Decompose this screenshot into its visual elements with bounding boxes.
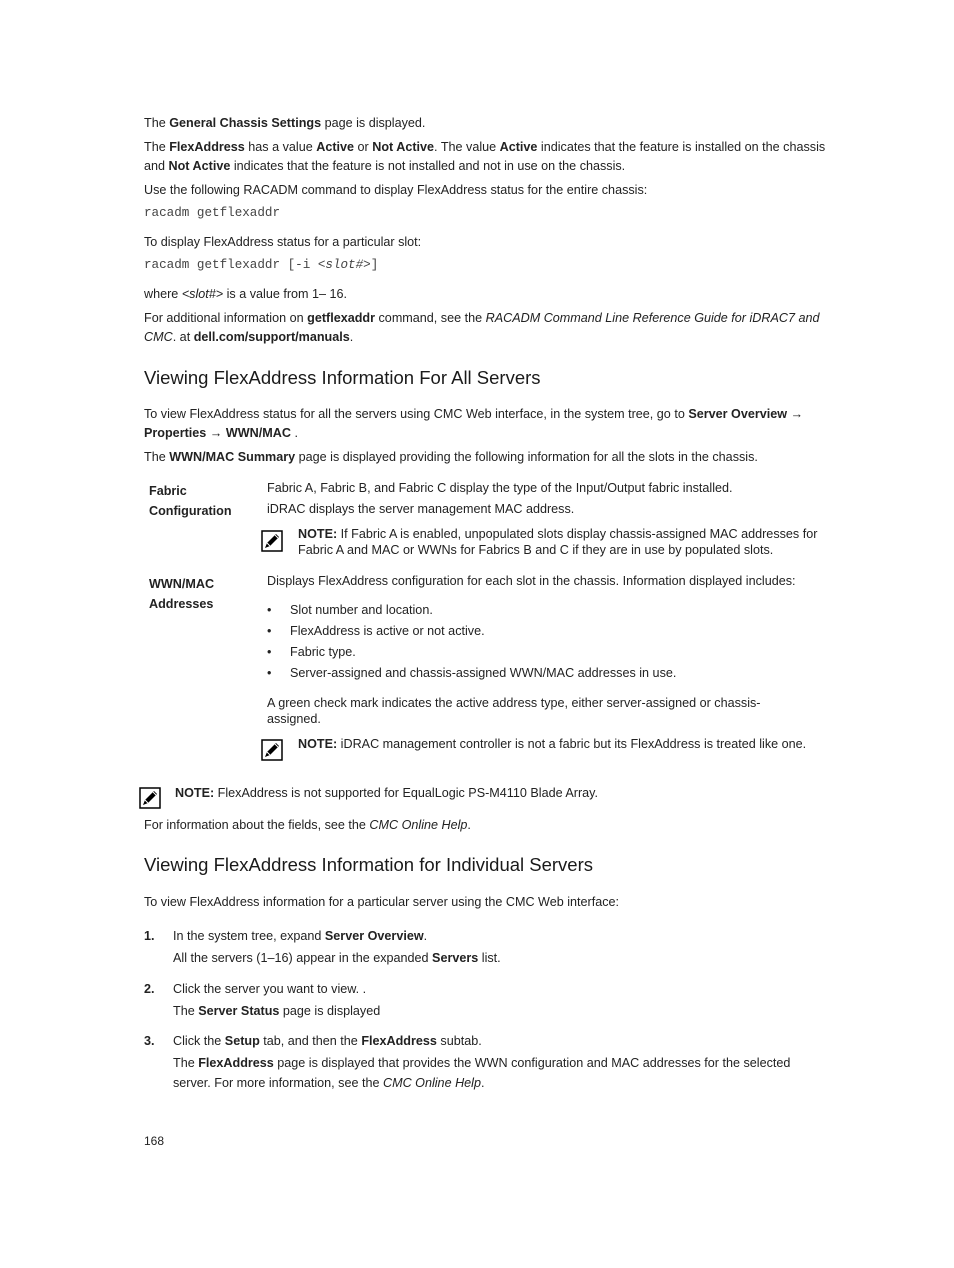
pencil-note-icon: [139, 787, 161, 809]
code-getflexaddr-slot: racadm getflexaddr [-i <slot#>]: [144, 258, 379, 272]
check-mark-line2: assigned.: [267, 712, 321, 726]
paragraph-view-all-status-line2: Properties → WWN/MAC .: [144, 426, 298, 440]
note-fabric-a-line1: NOTE: If Fabric A is enabled, unpopulated slots display chassis-assigned MAC addresses for: [298, 527, 818, 541]
list-item: Fabric type.: [290, 645, 356, 659]
page-number: 168: [144, 1134, 165, 1148]
wwn-mac-intro: Displays FlexAddress configuration for each slot in the chassis. Information displayed includes:: [267, 574, 796, 588]
paragraph-flexaddress-value-line2: and Not Active indicates that the feature is not installed and not in use on the chassis.: [144, 159, 626, 173]
fabric-config-line1: Fabric A, Fabric B, and Fabric C display the type of the Input/Output fabric installed.: [267, 481, 733, 495]
step-3-text: Click the Setup tab, and then the FlexAddress subtab.: [173, 1034, 482, 1048]
step-1-sub: All the servers (1–16) appear in the expanded Servers list.: [173, 951, 501, 965]
step-2-text: Click the server you want to view. .: [173, 982, 367, 996]
paragraph-additional-info-line2: CMC. at dell.com/support/manuals.: [144, 330, 354, 344]
paragraph-slot-range: where <slot#> is a value from 1– 16.: [144, 287, 348, 301]
check-mark-line1: A green check mark indicates the active address type, either server-assigned or chassis-: [267, 696, 761, 710]
bullet: •: [267, 666, 272, 680]
pencil-note-icon: [261, 530, 283, 552]
note-idrac: NOTE: iDRAC management controller is not a fabric but its FlexAddress is treated like one.: [298, 737, 807, 751]
note-equallogic: NOTE: FlexAddress is not supported for EqualLogic PS-M4110 Blade Array.: [175, 786, 599, 800]
paragraph-wwn-summary: The WWN/MAC Summary page is displayed providing the following information for all the slots in the chassis.: [144, 450, 758, 464]
table-label-fabric-configuration: Fabric Configuration: [149, 484, 232, 518]
heading-all-servers: Viewing FlexAddress Information For All Servers: [144, 367, 541, 388]
code-getflexaddr: racadm getflexaddr: [144, 206, 281, 220]
table-label-wwn-mac: WWN/MAC Addresses: [149, 577, 215, 611]
heading-individual-servers: Viewing FlexAddress Information for Individual Servers: [144, 854, 594, 875]
step-2-sub: The Server Status page is displayed: [173, 1004, 381, 1018]
step-3-sub-line2: server. For more information, see the CMC Online Help.: [173, 1076, 485, 1090]
pencil-note-icon: [261, 739, 283, 761]
fabric-config-line2: iDRAC displays the server management MAC address.: [267, 502, 575, 516]
bullet: •: [267, 624, 272, 638]
paragraph-view-individual: To view FlexAddress information for a particular server using the CMC Web interface:: [144, 895, 620, 909]
paragraph-fields-info: For information about the fields, see the CMC Online Help.: [144, 818, 471, 832]
paragraph-racadm-intro: Use the following RACADM command to display FlexAddress status for the entire chassis:: [144, 183, 648, 197]
list-item: FlexAddress is active or not active.: [290, 624, 485, 638]
paragraph-additional-info: For additional information on getflexaddr command, see the RACADM Command Line Reference Guide for iDRAC7 and: [144, 311, 820, 325]
note-fabric-a-line2: Fabric A and MAC or WWNs for Fabrics B and C if they are in use by populated slots.: [298, 543, 774, 557]
paragraph-general-chassis: The General Chassis Settings page is displayed.: [144, 116, 426, 130]
link-dell-manuals[interactable]: dell.com/support/manuals: [193, 330, 350, 344]
paragraph-view-all-status: To view FlexAddress status for all the servers using CMC Web interface, in the system tree, go to Server Overview →: [144, 407, 804, 421]
paragraph-slot-intro: To display FlexAddress status for a particular slot:: [144, 235, 422, 249]
list-item: Slot number and location.: [290, 603, 433, 617]
step-1-text: In the system tree, expand Server Overview.: [173, 929, 428, 943]
paragraph-flexaddress-value: The FlexAddress has a value Active or Not Active. The value Active indicates that the feature is installed on the chassis: [144, 140, 826, 154]
step-number: 2.: [144, 982, 155, 996]
bullet: •: [267, 603, 272, 617]
list-item: Server-assigned and chassis-assigned WWN/MAC addresses in use.: [290, 666, 677, 680]
step-number: 3.: [144, 1034, 155, 1048]
step-number: 1.: [144, 929, 155, 943]
step-3-sub: The FlexAddress page is displayed that provides the WWN configuration and MAC addresses for the selected: [173, 1056, 791, 1070]
bullet: •: [267, 645, 272, 659]
